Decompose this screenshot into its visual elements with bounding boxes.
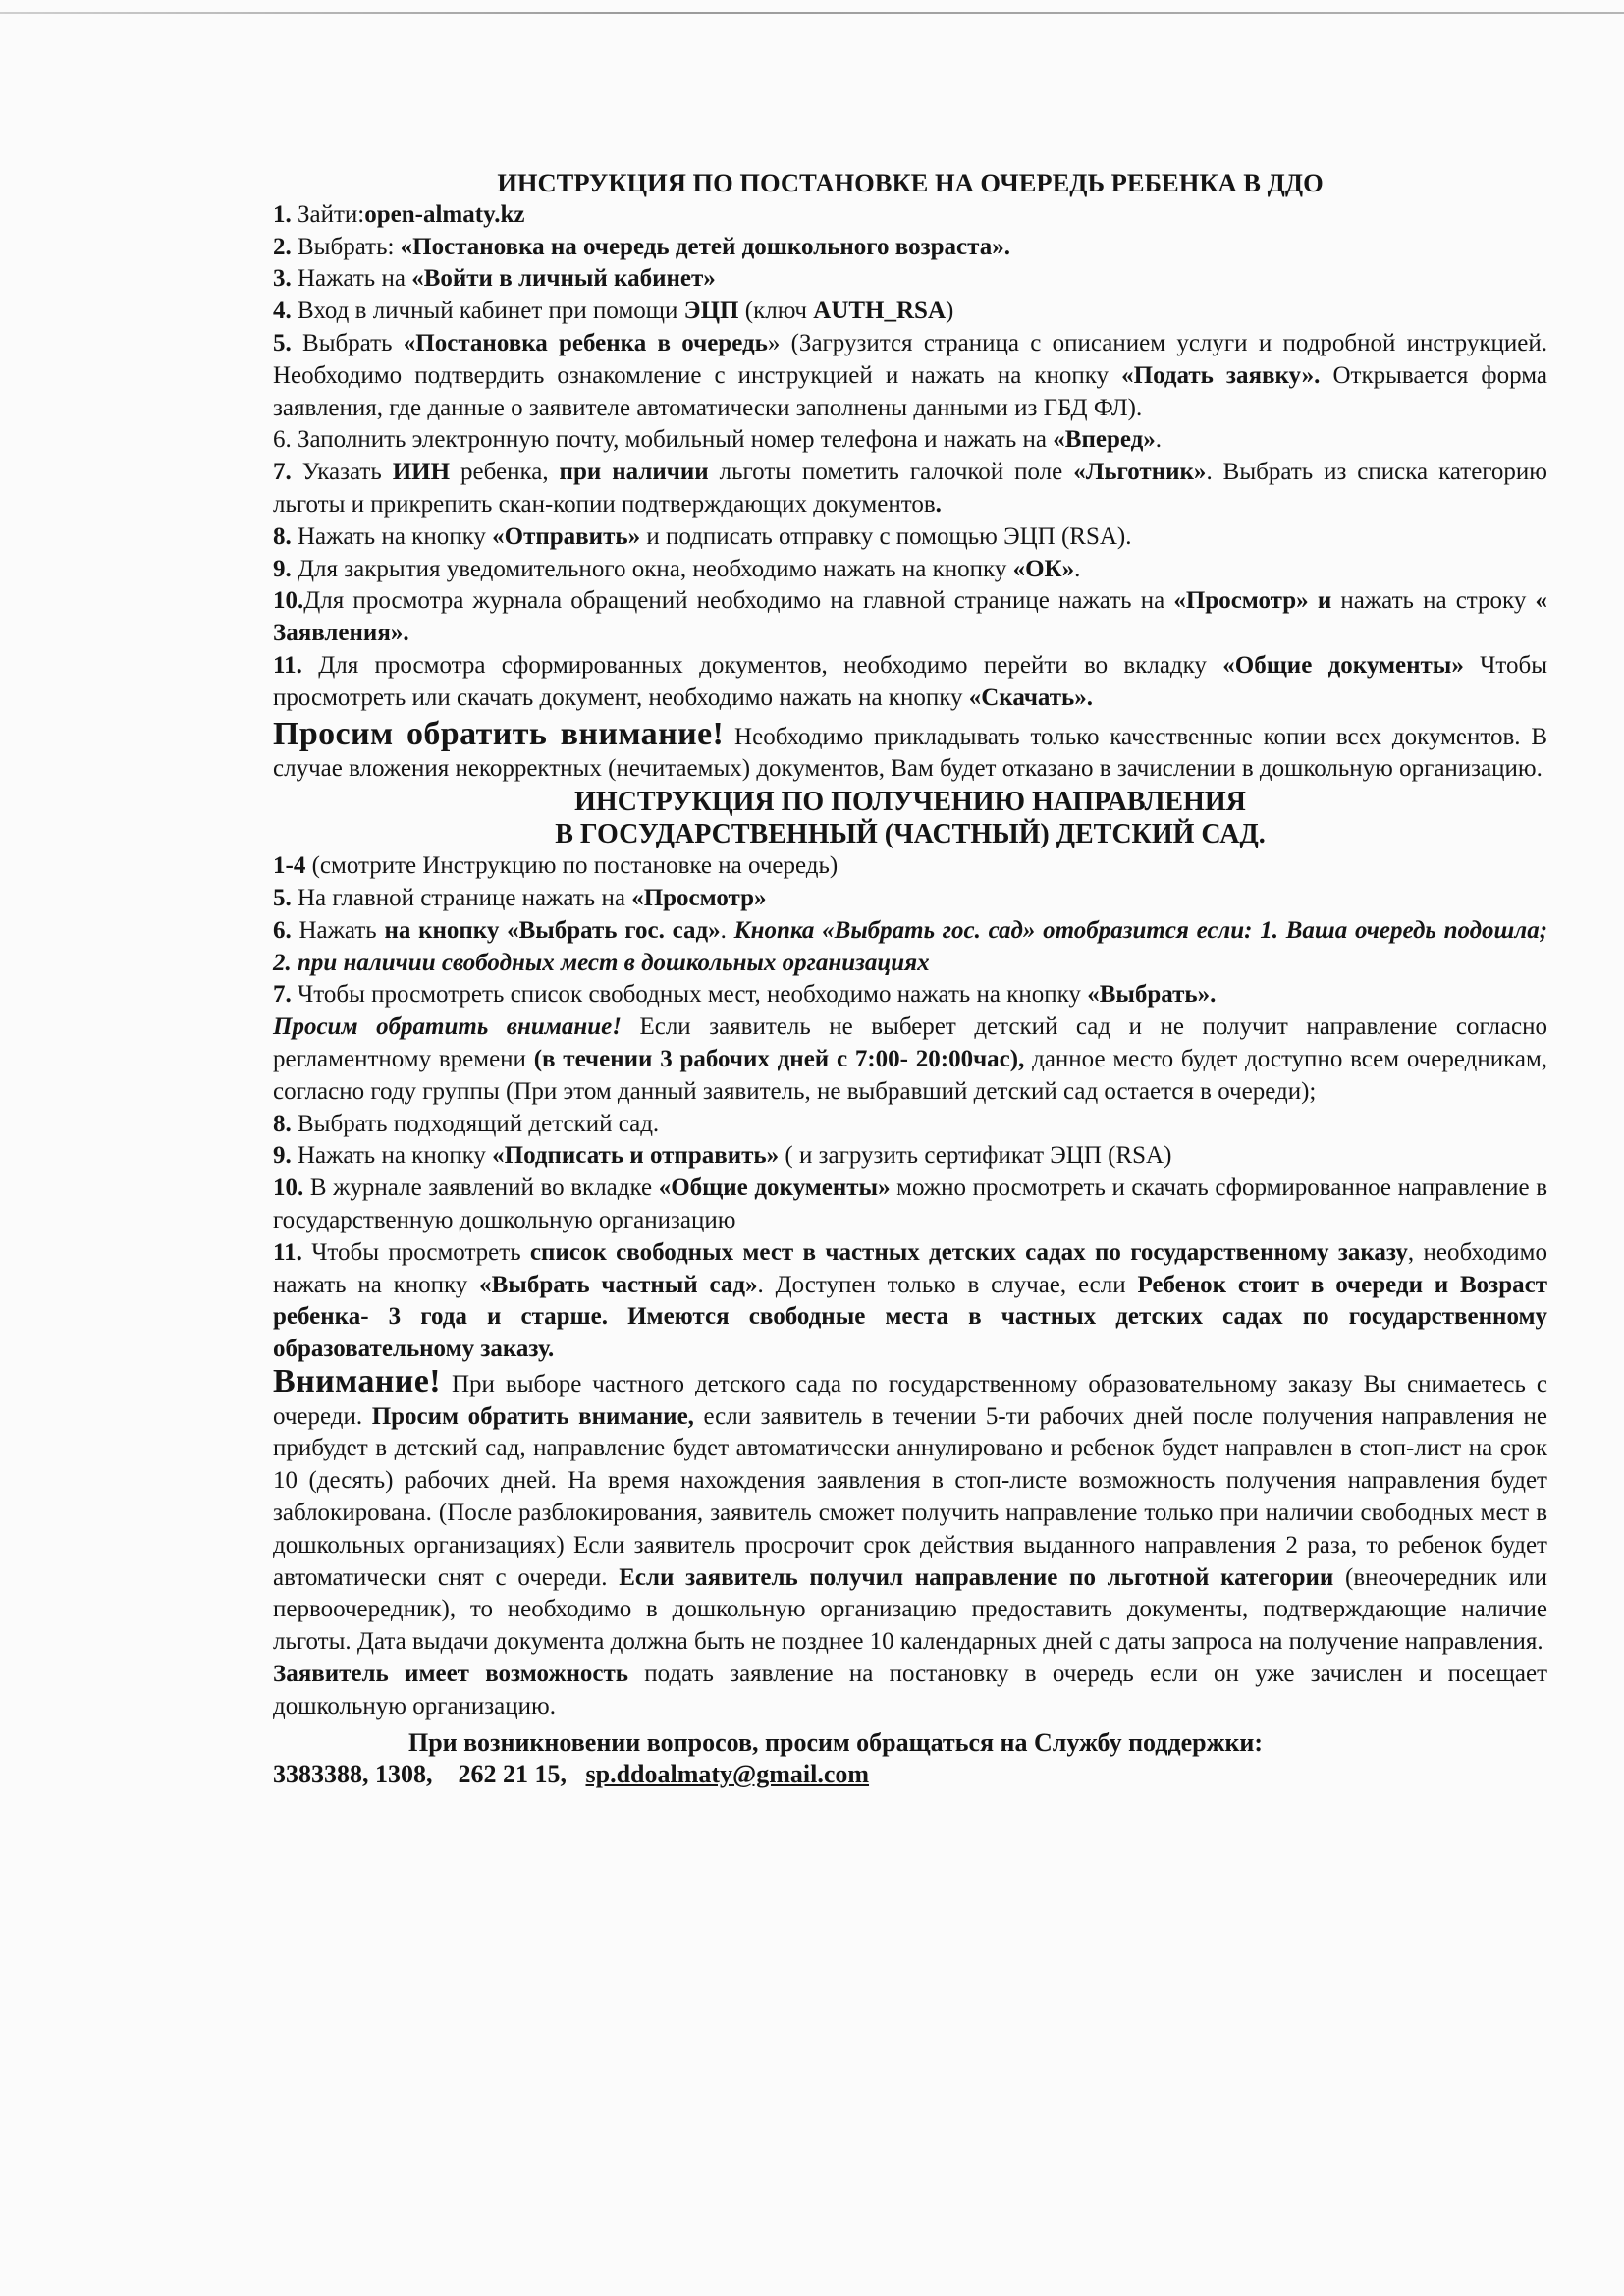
title-queue-instruction: ИНСТРУКЦИЯ ПО ПОСТАНОВКЕ НА ОЧЕРЕДЬ РЕБЕНКА В ДДО — [497, 168, 1324, 197]
support-heading: При возникновении вопросов, просим обращаться на Службу поддержки: — [408, 1727, 1264, 1757]
support-contacts — [273, 1759, 1547, 1791]
title-referral-instruction-line2: В ГОСУДАРСТВЕННЫЙ (ЧАСТНЫЙ) ДЕТСКИЙ САД. — [555, 819, 1266, 850]
step2-5: 5. На главной странице нажать на «Просмотр» — [273, 884, 767, 911]
step2-attention: Просим обратить внимание! Если заявитель не выберет детский сад и не получит направление согласно регламентному времени (в течении 3 рабочих дней с 7:00- 20:00час), данное место будет доступно всем очередникам, согласно году группы (При этом данный заявитель, не выбравший детский сад остается в очереди); — [273, 1013, 1548, 1105]
title-referral-instruction-line1: ИНСТРУКЦИЯ ПО ПОЛУЧЕНИЮ НАПРАВЛЕНИЯ — [574, 787, 1246, 818]
step-5: 5. Выбрать «Постановка ребенка в очередь» (Загрузится страница с описанием услуги и подробной инструкцией. Необходимо подтвердить ознакомление с инструкцией и нажать на кнопку «Подать заявку». Открывается форма заявления, где данные о заявителе автоматически заполнены данными из ГБД ФЛ). — [273, 329, 1547, 421]
step-3: 3. Нажать на «Войти в личный кабинет» — [273, 265, 716, 293]
scan-top-edge — [0, 12, 1624, 14]
step-6: 6. Заполнить электронную почту, мобильный номер телефона и нажать на «Вперед». — [273, 426, 1163, 454]
quality-notice: Просим обратить внимание! Необходимо прикладывать только качественные копии всех документов. В случае вложения некорректных (нечитаемых) документов, Вам будет отказано в зачислении в дошкольную организацию. — [273, 715, 1547, 783]
step2-1-4: 1-4 (смотрите Инструкцию по постановке на очередь) — [273, 852, 839, 880]
step2-9: 9. Нажать на кнопку «Подписать и отправить» ( и загрузить сертификат ЭЦП (RSA) — [273, 1142, 1172, 1170]
step2-6: 6. Нажать на кнопку «Выбрать гос. сад». Кнопка «Выбрать гос. сад» отобразится если: 1. Ваша очередь подошла; 2. при наличии свободных мест в дошкольных организациях — [273, 916, 1548, 976]
step2-8: 8. Выбрать подходящий детский сад. — [273, 1110, 660, 1137]
support-phones: 3383388, 1308, 262 21 15, — [273, 1760, 586, 1789]
step-11: 11. Для просмотра сформированных документов, необходимо перейти во вкладку «Общие документы» Чтобы просмотреть или скачать документ, необходимо нажать на кнопку «Скачать». — [273, 651, 1548, 711]
site-link[interactable]: open-almaty.kz — [364, 200, 525, 228]
enrolled-applicant-note: Заявитель имеет возможность подать заявление на постановку в очередь если он уже зачислен и посещает дошкольную организацию. — [273, 1661, 1547, 1720]
step-9: 9. Для закрытия уведомительного окна, необходимо нажать на кнопку «ОК». — [273, 555, 1081, 582]
private-garden-warning: Внимание! При выборе частного детского сада по государственному образовательному заказу Вы снимаетесь с очереди. Просим обратить внимание, если заявитель в течении 5-ти рабочих дней после получения направления не прибудет в детский сад, направление будет автоматически аннулировано и ребенок будет направлен в стоп-лист на срок 10 (десять) рабочих дней. На время нахождения заявления в стоп-листе возможность получения направления будет заблокирована. (После разблокирования, заявитель сможет получить направление только при наличии свободных мест в дошкольных организациях) Если заявитель просрочит срок действия выданного направления 2 раза, то ребенок будет автоматически снят с очереди. Если заявитель получил направление по льготной категории (внеочередник или первоочередник), то необходимо в дошкольную организацию предоставить документы, подтверждающие наличие льготы. Дата выдачи документа должна быть не позднее 10 календарных дней с даты запроса на получение направления. — [273, 1362, 1547, 1656]
step2-10: 10. В журнале заявлений во вкладке «Общие документы» можно просмотреть и скачать сформированное направление в государственную дошкольную организацию — [273, 1175, 1548, 1233]
step2-11: 11. Чтобы просмотреть список свободных мест в частных детских садах по государственному заказу, необходимо нажать на кнопку «Выбрать частный сад». Доступен только в случае, если Ребенок стоит в очереди и Возраст ребенка- 3 года и старше. Имеются свободные места в частных детских садах по государственному образовательному заказу. — [273, 1238, 1547, 1363]
instruction-document — [273, 167, 1547, 1791]
step-4: 4. Вход в личный кабинет при помощи ЭЦП (ключ AUTH_RSA) — [273, 298, 954, 325]
step-10: 10.Для просмотра журнала обращений необходимо на главной странице нажать на «Просмотр» и нажать на строку « Заявления». — [273, 587, 1547, 647]
step-7: 7. Указать ИИН ребенка, при наличии льготы пометить галочкой поле «Льготник». Выбрать из списка категорию льготы и прикрепить скан-копии подтверждающих документов. — [273, 459, 1547, 518]
step2-7: 7. Чтобы просмотреть список свободных мест, необходимо нажать на кнопку «Выбрать». — [273, 981, 1217, 1009]
step-2: 2. Выбрать: «Постановка на очередь детей дошкольного возраста». — [273, 233, 1010, 260]
step-1: 1. Зайти:open-almaty.kz — [273, 200, 525, 228]
support-email-link[interactable]: sp.ddoalmaty@gmail.com — [585, 1760, 870, 1789]
step-8: 8. Нажать на кнопку «Отправить» и подписать отправку с помощью ЭЦП (RSA). — [273, 522, 1132, 550]
